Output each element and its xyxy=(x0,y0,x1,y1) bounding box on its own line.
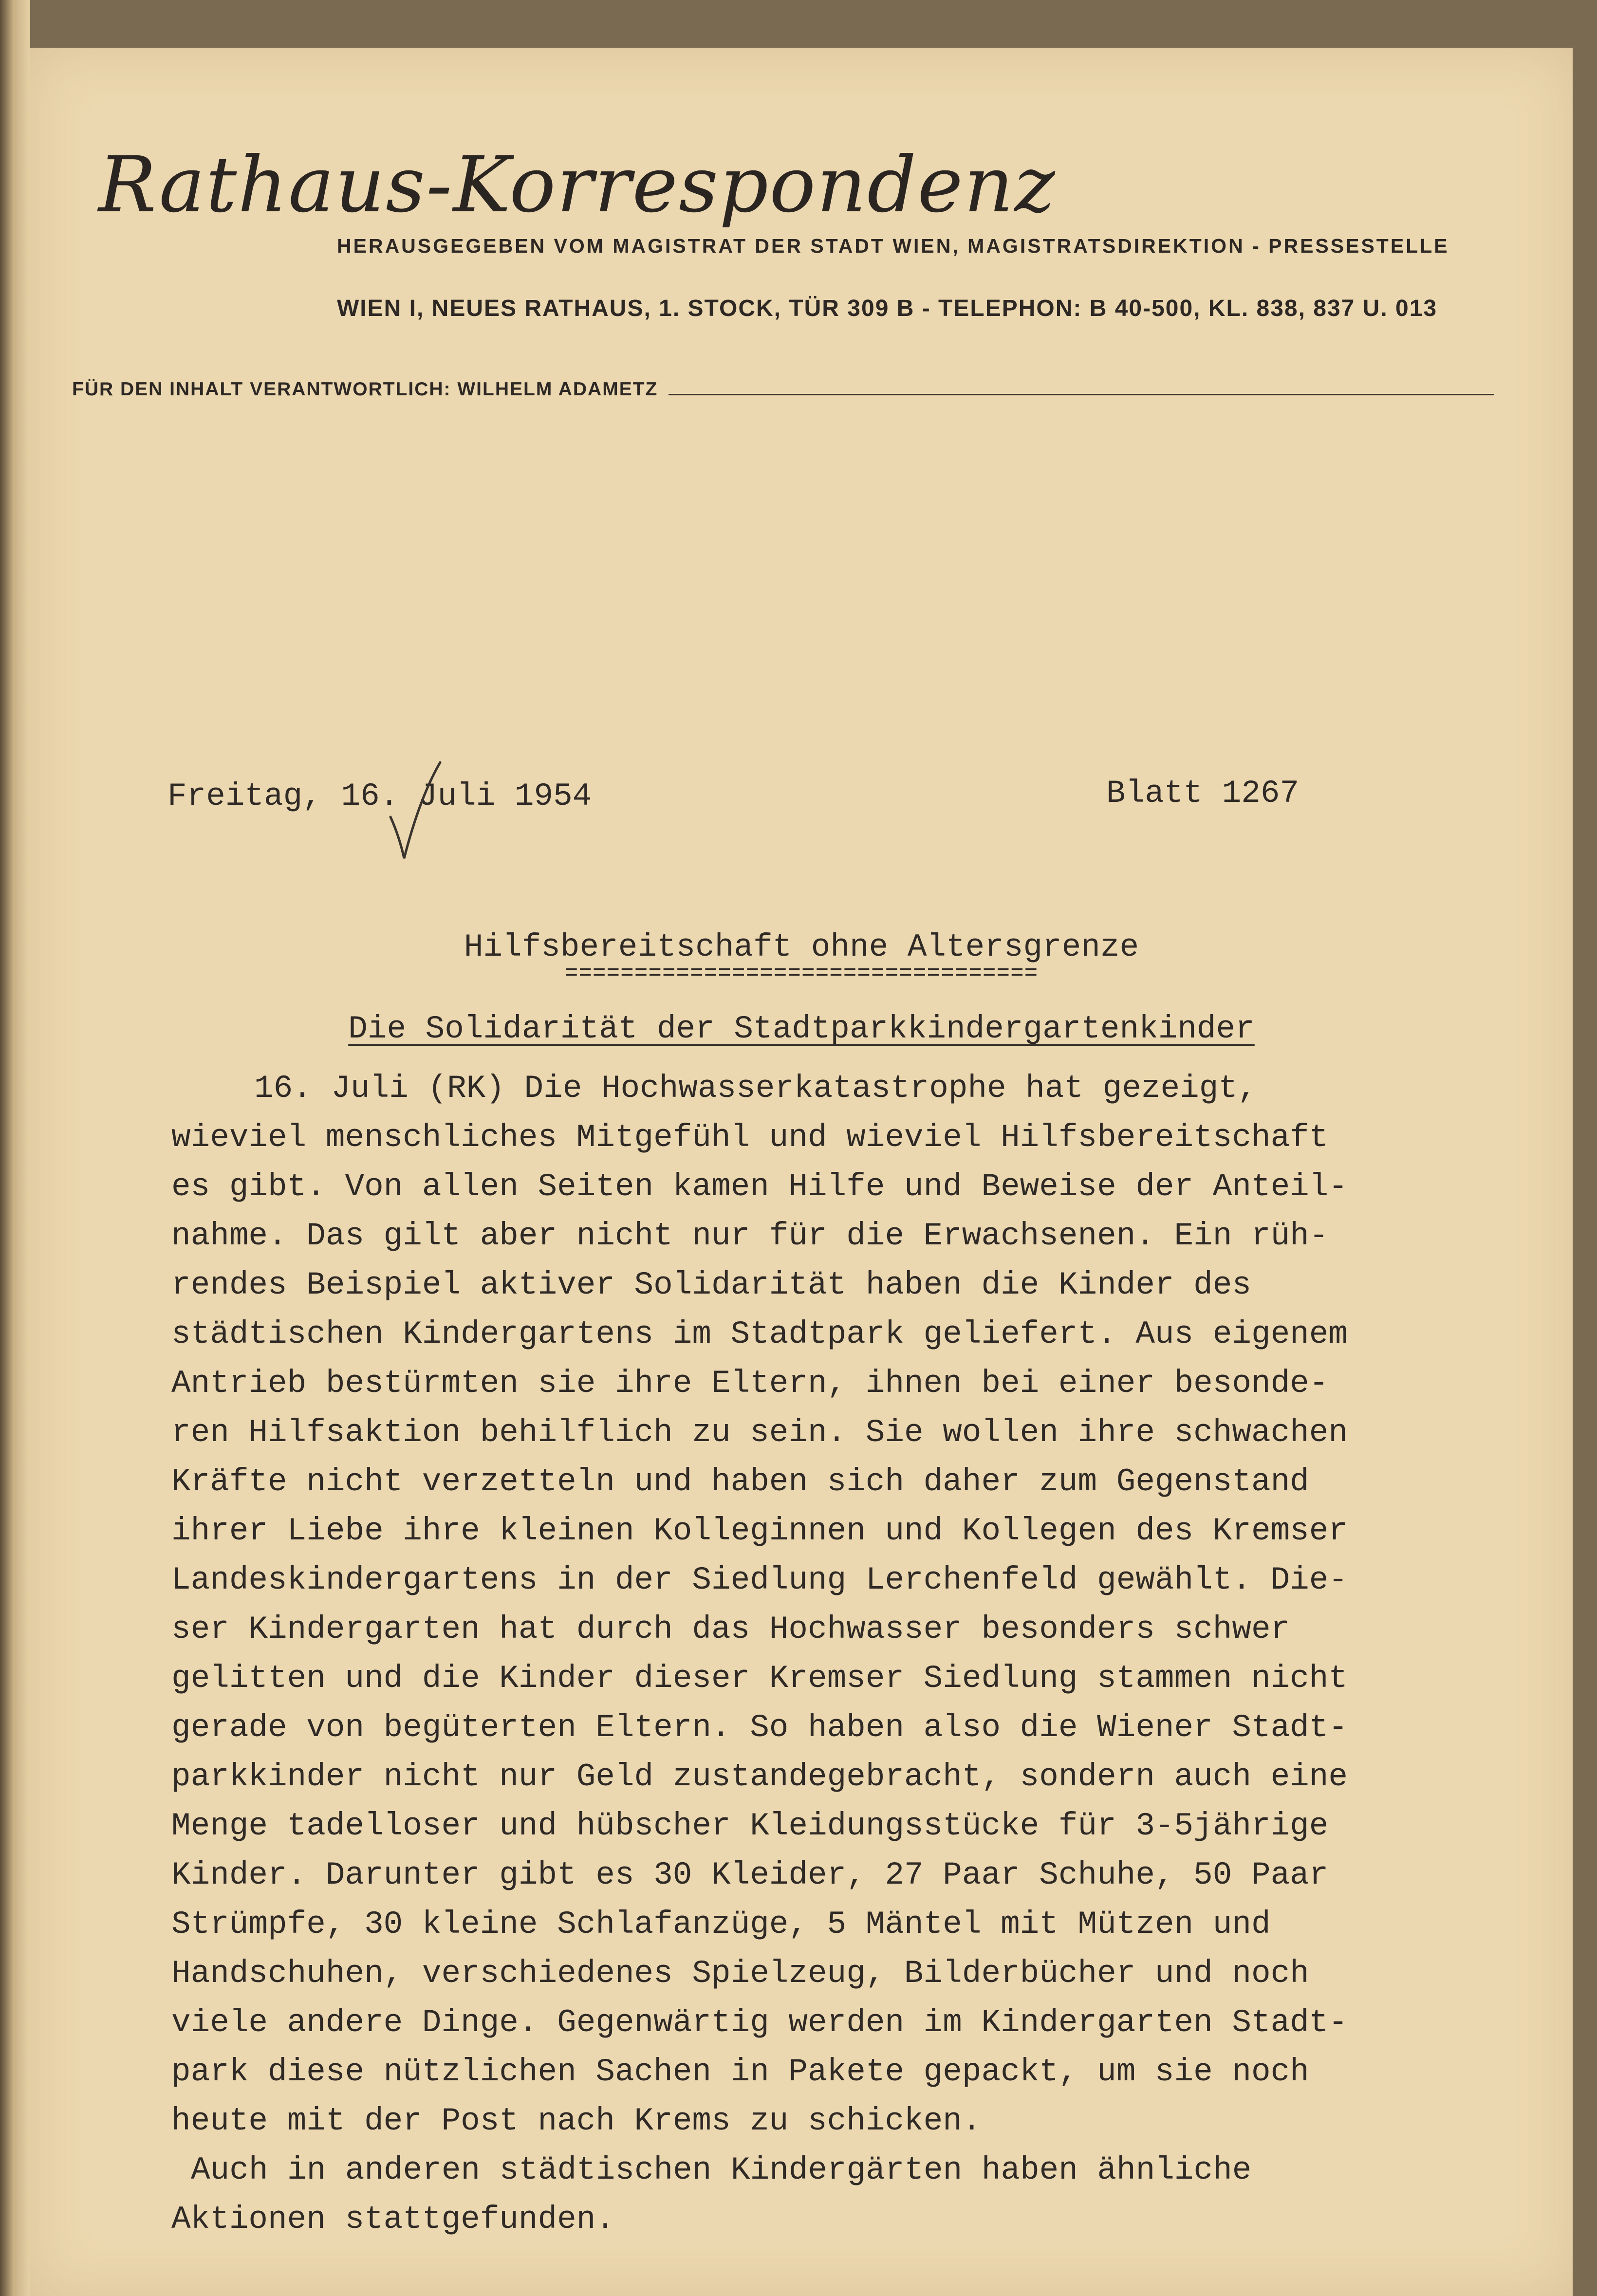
body-line: Strümpfe, 30 kleine Schlafanzüge, 5 Mäntel mit Mützen und xyxy=(171,1906,1271,1943)
body-line: wieviel menschliches Mitgefühl und wieviel Hilfsbereitschaft xyxy=(171,1119,1329,1156)
masthead-publisher: HERAUSGEGEBEN VOM MAGISTRAT DER STADT WIEN, MAGISTRATSDIREKTION - PRESSESTELLE xyxy=(337,235,1449,257)
body-line: Antrieb bestürmten sie ihre Eltern, ihnen bei einer besonde- xyxy=(171,1365,1329,1402)
masthead-title: Rathaus-Korrespondenz xyxy=(98,140,1056,230)
document-page xyxy=(30,48,1573,2296)
body-line: Kräfte nicht verzetteln und haben sich daher zum Gegenstand xyxy=(171,1463,1309,1500)
body-line: Aktionen stattgefunden. xyxy=(171,2201,615,2238)
body-line: Menge tadelloser und hübscher Kleidungsstücke für 3-5jährige xyxy=(171,1808,1329,1844)
article-subheadline xyxy=(30,1011,1573,1047)
body-line: Handschuhen, verschiedenes Spielzeug, Bilderbücher und noch xyxy=(171,1955,1309,1992)
body-line: park diese nützlichen Sachen in Pakete gepackt, um sie noch xyxy=(171,2054,1309,2090)
body-line: ser Kindergarten hat durch das Hochwasser besonders schwer xyxy=(171,1611,1290,1648)
body-line: parkkinder nicht nur Geld zustandegebracht, sondern auch eine xyxy=(171,1759,1348,1795)
body-line: 16. Juli (RK) Die Hochwasserkatastrophe hat gezeigt, xyxy=(254,1070,1257,1107)
body-line: rendes Beispiel aktiver Solidarität haben die Kinder des xyxy=(171,1267,1251,1303)
responsible-text: FÜR DEN INHALT VERANTWORTLICH: WILHELM ADAMETZ xyxy=(72,379,658,400)
masthead-address: WIEN I, NEUES RATHAUS, 1. STOCK, TÜR 309 B - TELEPHON: B 40-500, KL. 838, 837 U. 013 xyxy=(337,296,1438,321)
body-line: gerade von begüterten Eltern. So haben also die Wiener Stadt- xyxy=(171,1709,1348,1746)
page-edge xyxy=(0,0,30,2296)
article-headline: Hilfsbereitschaft ohne Altersgrenze xyxy=(464,929,1139,965)
body-line: Auch in anderen städtischen Kindergärten haben ähnliche xyxy=(191,2152,1252,2188)
checkmark-icon xyxy=(386,759,444,866)
body-line: viele andere Dinge. Gegenwärtig werden im Kindergarten Stadt- xyxy=(171,2004,1348,2041)
body-line: gelitten und die Kinder dieser Kremser Siedlung stammen nicht xyxy=(171,1660,1348,1697)
body-line: Landeskindergartens in der Siedlung Lerchenfeld gewählt. Die- xyxy=(171,1562,1348,1598)
body-line: ren Hilfsaktion behilflich zu sein. Sie wollen ihre schwachen xyxy=(171,1414,1348,1451)
masthead-responsible xyxy=(72,379,1494,400)
headline-separator: ================================== xyxy=(564,961,1039,986)
sheet-number: Blatt 1267 xyxy=(1106,775,1300,812)
body-line: ihrer Liebe ihre kleinen Kolleginnen und Kollegen des Kremser xyxy=(171,1513,1348,1549)
body-line: städtischen Kindergartens im Stadtpark geliefert. Aus eigenem xyxy=(171,1316,1348,1352)
dateline-date: Freitag, 16. Juli 1954 xyxy=(167,778,592,815)
body-line: Kinder. Darunter gibt es 30 Kleider, 27 Paar Schuhe, 50 Paar xyxy=(171,1857,1329,1893)
subheadline-text: Die Solidarität der Stadtparkkindergartenkinder xyxy=(348,1011,1255,1047)
masthead-rule xyxy=(669,394,1494,395)
body-line: heute mit der Post nach Krems zu schicken. xyxy=(171,2103,982,2139)
body-line: nahme. Das gilt aber nicht nur für die Erwachsenen. Ein rüh- xyxy=(171,1218,1329,1254)
body-line: es gibt. Von allen Seiten kamen Hilfe und Beweise der Anteil- xyxy=(171,1168,1348,1205)
